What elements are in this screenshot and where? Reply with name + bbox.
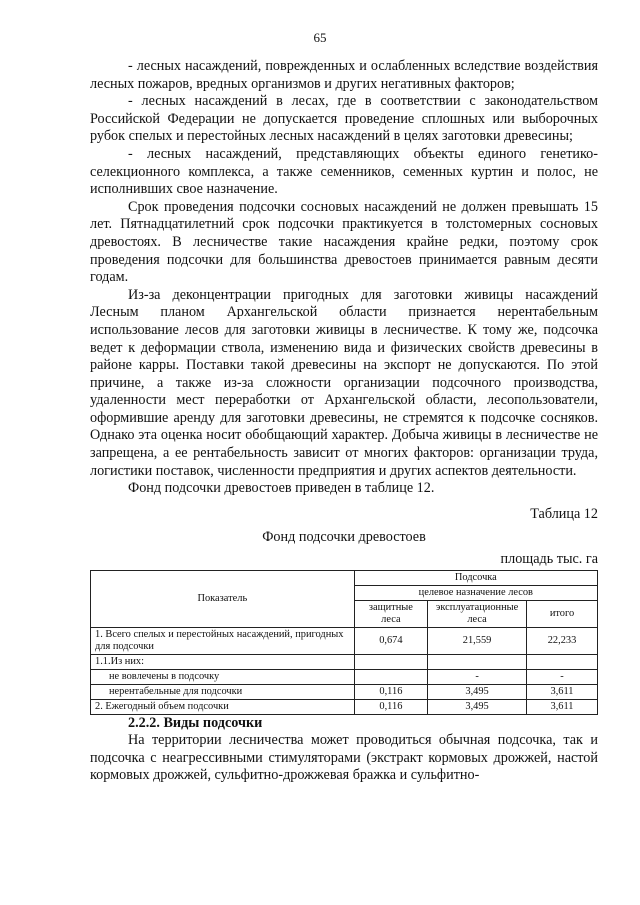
cell-protective [354,669,428,684]
paragraph-deconcentration: Из-за деконцентрации пригодных для заготовки живицы насаждений Лесным планом Архангельской области признается нерентабельным использование лесов для заготовки живицы в лесничестве. К тому же, подсочка ведет к деформации ствола, изменению вида и физических свойств древесины в районе карры. Поставки такой древесины на экспорт не допускаются. По этой причине, а также из-за сложности организации подсочного производства, удаленности мест переработки от Архангельской области, лесопользователи, оформившие аренду для заготовки древесины, не стремятся к подсочке сосняков. Однако эта оценка носит обобщающий характер. Добыча живицы в лесничестве не запрещена, а ее рентабельность зависит от многих факторов: организации труда, логистики поставок, численности предприятия и других аспектов деятельности. [90,286,598,479]
page-body [90,58,598,785]
cell-total [527,654,598,669]
cell-production [428,654,527,669]
cell-protective: 0,116 [354,684,428,699]
table-row [91,684,598,699]
cell-production: 3,495 [428,684,527,699]
paragraph-table-reference: Фонд подсочки древостоев приведен в таблице 12. [128,480,435,497]
table-unit: площадь тыс. га [500,551,598,568]
cell-total: 3,611 [527,684,598,699]
cell-total: - [527,669,598,684]
cell-total: 22,233 [527,627,598,654]
cell-total: 3,611 [527,699,598,714]
table-title: Фонд подсочки древостоев [262,529,426,546]
page-number: 65 [313,30,327,45]
cell-production: 21,559 [428,627,527,654]
row-label: не вовлечены в подсочку [91,669,355,684]
cell-production: 3,495 [428,699,527,714]
paragraph-damaged-stands: - лесных насаждений, поврежденных и ослабленных вследствие воздействия лесных пожаров, вредных организмов и других негативных факторов; [90,58,598,92]
cell-protective: 0,116 [354,699,428,714]
row-label: 1.1.Из них: [91,654,355,669]
table-row [91,627,598,654]
header-total: итого [527,600,598,627]
row-label: 2. Ежегодный объем подсочки [91,699,355,714]
header-protective-forests: защитные леса [354,600,428,627]
paragraph-tapping-period: Срок проведения подсочки сосновых насаждений не должен превышать 15 лет. Пятнадцатилетний срок подсочки практикуется в толстомерных сосновых древостоях. В лесничестве такие насаждения крайне редки, поэтому срок проведения подсочки для большинства древостоев принимается равным десяти годам. [90,198,598,286]
row-label: 1. Всего спелых и перестойных насаждений, пригодных для подсочки [91,627,355,654]
header-forest-purpose: целевое назначение лесов [354,585,597,600]
section-heading: 2.2.2. Виды подсочки [128,714,263,731]
tapping-fund-table [90,570,598,715]
table-caption: Таблица 12 [530,505,598,522]
paragraph-protected-stands: - лесных насаждений в лесах, где в соответствии с законодательством Российской Федерации не допускается проведение сплошных или выборочных рубок спелых и перестойных лесных насаждений в целях заготовки древесины; [90,93,598,145]
table-row [91,654,598,669]
paragraph-tapping-types: На территории лесничества может проводиться обычная подсочка, так и подсочка с неагрессивными стимуляторами (экстракт кормовых дрожжей, настой кормовых дрожжей, сульфитно-дрожжевая бражка и сульфитно- [90,732,598,784]
paragraph-genetic-stands: - лесных насаждений, представляющих объекты единого генетико-селекционного комплекса, а также семенников, семенных куртин и полос, не исполнивших свое назначение. [90,145,598,198]
cell-protective [354,654,428,669]
table-row [91,669,598,684]
table-row [91,699,598,714]
cell-protective: 0,674 [354,627,428,654]
header-indicator: Показатель [91,570,355,627]
header-production-forests: эксплуатационные леса [428,600,527,627]
row-label: нерентабельные для подсочки [91,684,355,699]
header-tapping: Подсочка [354,570,597,585]
cell-production: - [428,669,527,684]
